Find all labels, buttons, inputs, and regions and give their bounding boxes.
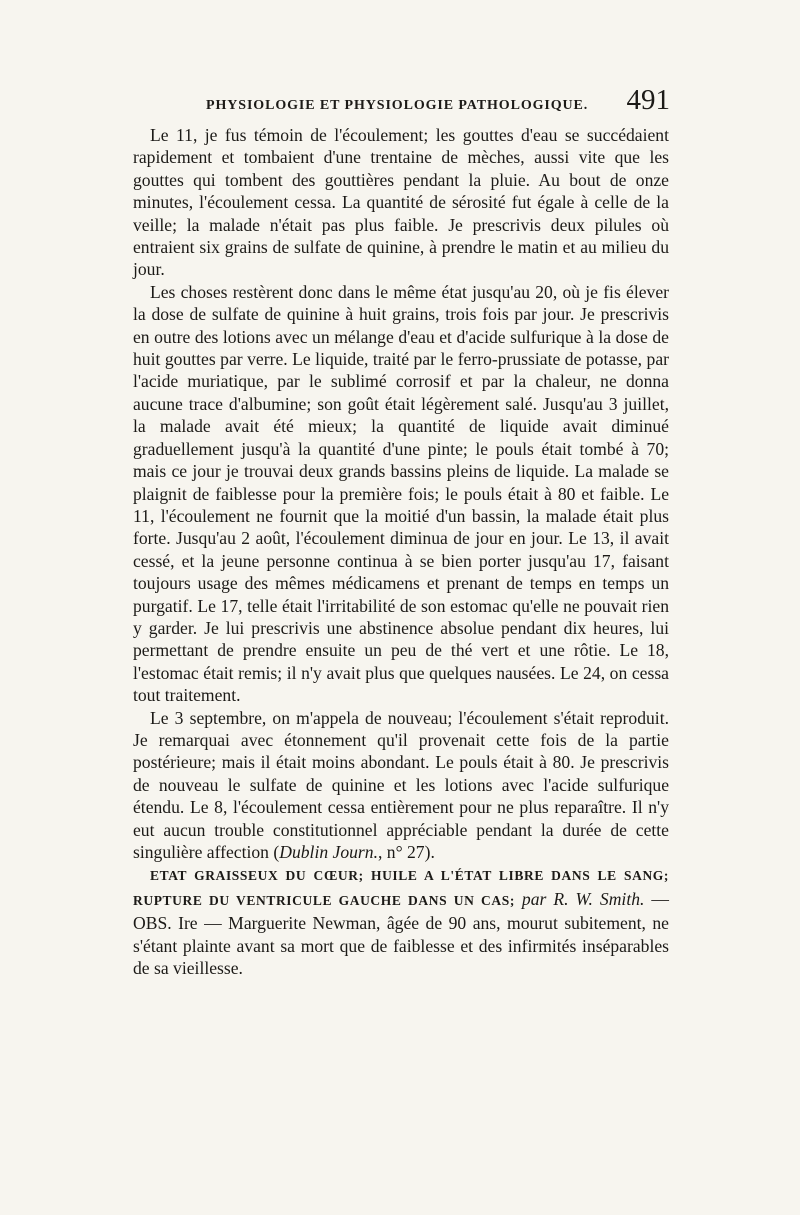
page-number: 491 [626,84,670,116]
page-header [192,84,670,124]
author-name: R. W. Smith. [553,888,645,909]
section-heading: ETAT GRAISSEUX DU CŒUR; HUILE A L'ÉTAT LIBRE DANS LE SANG; RUPTURE DU VENTRICULE GAUCHE DANS UN CAS; [133,868,669,908]
paragraph-3-text: Le 3 septembre, on m'appela de nouveau; l'écoulement s'était reproduit. Je remarquai avec étonnement qu'il provenait cette fois de la partie postérieure; mais il était moins abondant. Le pouls était à 80. Je prescrivis de nouveau le sulfate de quinine et les lotions avec l'acide sulfurique étendu. Le 8, l'écoulement cessa entièrement pour ne plus reparaître. Il n'y eut aucun trouble constitutionnel appréciable pendant la durée de cette singulière affection [133,707,669,862]
body-text [133,124,669,979]
citation-rest: , n° 27). [377,842,435,862]
observation-text: Marguerite Newman, âgée de 90 ans, mourut subitement, ne s'étant plainte avant sa mort que de faiblesse et des infirmités inséparables de sa vieillesse. [133,913,669,979]
citation-journal: Dublin Journ. [279,842,378,862]
paragraph-1: Le 11, je fus témoin de l'écoulement; les gouttes d'eau se succédaient rapidement et tombaient d'une trentaine de mèches, aussi vite que les gouttes qui tombent des gouttières pendant la pluie. Au bout de onze minutes, l'écoulement cessa. La quantité de sérosité fut égale à celle de la veille; la malade n'était pas plus faible. Je prescrivis deux pilules où entraient six grains de sulfate de quinine, à prendre le matin et au milieu du jour. [133,125,669,280]
paragraph-2: Les choses restèrent donc dans le même état jusqu'au 20, où je fis élever la dose de sulfate de quinine à huit grains, trois fois par jour. Je prescrivis en outre des lotions avec un mélange d'eau et d'acide sulfurique à la dose de huit gouttes par verre. Le liquide, traité par le ferro-prussiate de potasse, par l'acide muriatique, par le sublimé corrosif et par la chaleur, ne donna aucune trace d'albumine; son goût était légèrement salé. Jusqu'au 3 juillet, la malade avait été mieux; la quantité de liquide avait diminué graduellement jusqu'à la quantité d'une pinte; le pouls était tombé à 70; mais ce jour je trouvai deux grands bassins pleins de liquide. La malade se plaignit de faiblesse pour la première fois; le pouls était à 80 et faible. Le 11, l'écoulement ne fournit que la moitié d'un bassin, la malade était plus forte. Jusqu'au 2 août, l'écoulement diminua de jour en jour. Le 13, il avait cessé, et la jeune personne continua à se bien porter jusqu'au 17, faisant toujours usage des mêmes médicamens et prenant de temps en temps un purgatif. Le 17, telle était l'irritabilité de son estomac qu'elle ne pouvait rien y garder. Je lui prescrivis une abstinence absolue pendant dix heures, lui permettant de prendre ensuite un peu de thé vert et une rôtie. Le 18, l'estomac était remis; il n'y avait plus que quelques nausées. Le 24, on cessa tout traitement. [133,281,669,706]
section-paragraph [133,863,669,979]
author-prefix: par [514,888,554,909]
paragraph-3 [133,707,669,864]
citation-open: ( [268,842,280,862]
observation-label: — OBS. Ire — [133,888,669,934]
running-title: PHYSIOLOGIE ET PHYSIOLOGIE PATHOLOGIQUE. [206,98,589,113]
